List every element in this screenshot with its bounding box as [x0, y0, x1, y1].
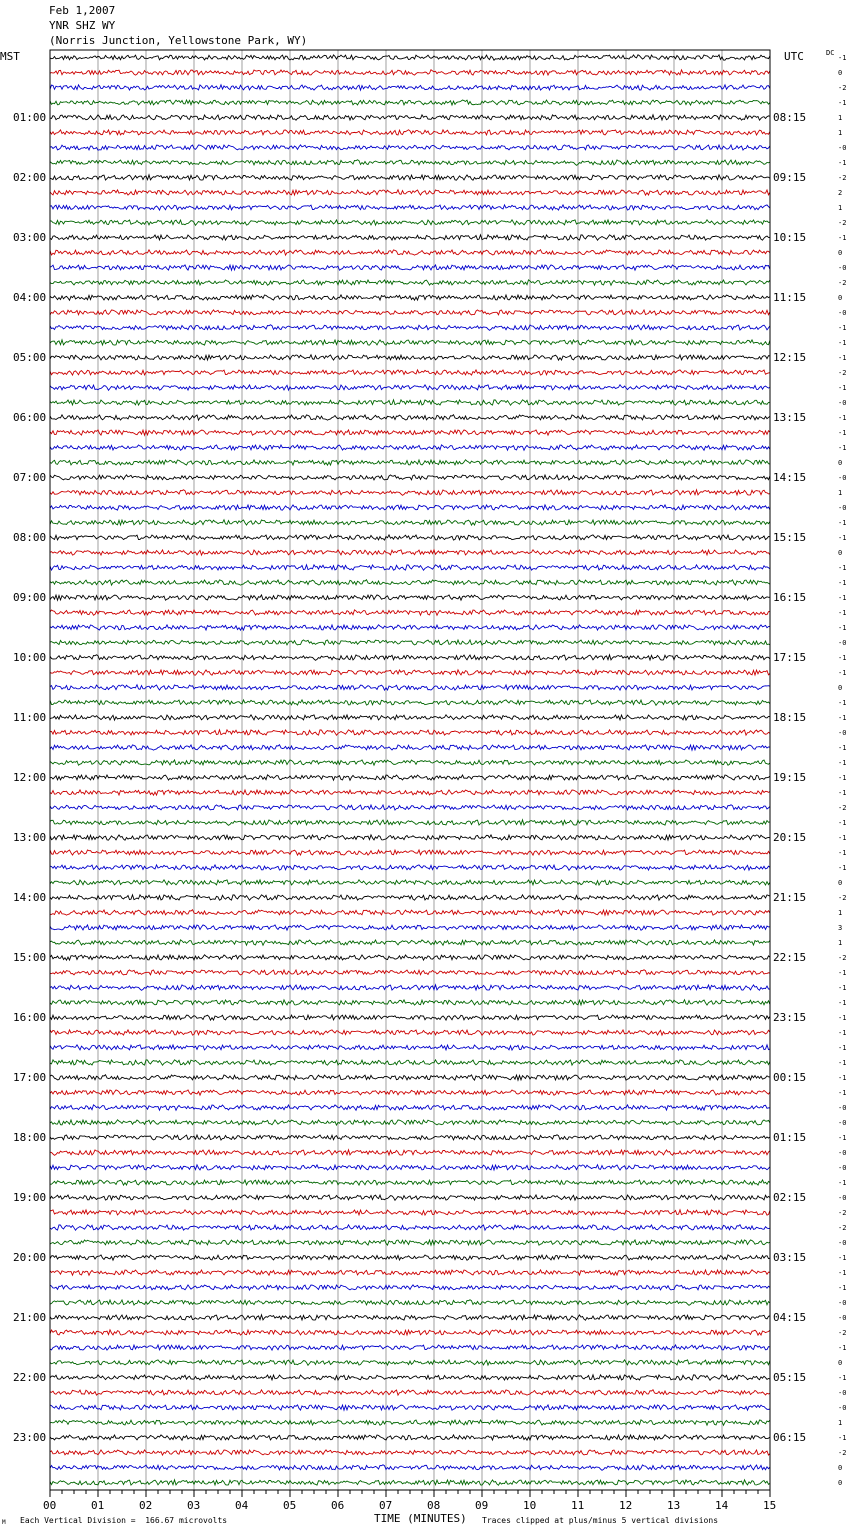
- left-timezone-label: MST: [0, 50, 20, 63]
- dc-offset-label: 1: [838, 1418, 843, 1427]
- trace-row-53: [50, 850, 770, 855]
- dc-offset-label: -1: [838, 98, 847, 107]
- mst-hour-label: 01:00: [13, 110, 47, 124]
- dc-offset-label: 1: [838, 128, 843, 137]
- mst-hour-label: 02:00: [13, 170, 47, 184]
- mst-hour-label: 20:00: [13, 1250, 47, 1264]
- dc-offset-label: -2: [838, 368, 847, 377]
- x-tick-label: 14: [715, 1499, 729, 1512]
- mst-hour-label: 03:00: [13, 230, 47, 244]
- dc-offset-label: -1: [838, 53, 847, 62]
- footer-mark: M: [2, 1519, 6, 1526]
- dc-offset-label: -1: [838, 533, 847, 542]
- x-tick-label: 08: [427, 1499, 441, 1512]
- trace-row-88: [50, 1375, 770, 1380]
- utc-hour-label: 04:15: [773, 1310, 807, 1324]
- trace-row-72: [50, 1135, 770, 1140]
- trace-row-70: [50, 1105, 770, 1110]
- trace-row-85: [50, 1330, 770, 1335]
- mst-hour-label: 19:00: [13, 1190, 47, 1204]
- utc-hour-label: 09:15: [773, 170, 807, 184]
- dc-offset-label: 0: [838, 248, 843, 257]
- trace-row-92: [50, 1435, 770, 1441]
- dc-offset-label: -1: [838, 443, 847, 452]
- dc-offset-label: -2: [838, 1223, 847, 1232]
- trace-row-43: [50, 700, 770, 705]
- trace-row-14: [50, 265, 770, 270]
- trace-row-75: [50, 1180, 770, 1185]
- dc-offset-label: -1: [838, 848, 847, 857]
- dc-offset-label: -1: [838, 563, 847, 572]
- dc-offset-label: -1: [838, 1013, 847, 1022]
- mst-hour-label: 13:00: [13, 830, 47, 844]
- dc-offset-label: -1: [838, 743, 847, 752]
- trace-row-65: [50, 1030, 770, 1035]
- dc-offset-label: -0: [838, 1103, 847, 1112]
- dc-offset-label: -1: [838, 1343, 847, 1352]
- x-tick-label: 07: [379, 1499, 393, 1512]
- x-tick-label: 13: [667, 1499, 681, 1512]
- trace-row-93: [50, 1450, 770, 1455]
- trace-row-38: [50, 625, 770, 630]
- trace-row-68: [50, 1075, 770, 1080]
- dc-offset-label: 0: [838, 293, 843, 302]
- utc-hour-label: 11:15: [773, 290, 807, 304]
- trace-row-82: [50, 1285, 770, 1290]
- mst-hour-label: 17:00: [13, 1070, 47, 1084]
- dc-offset-label: -2: [838, 173, 847, 182]
- trace-row-71: [50, 1120, 770, 1125]
- dc-offset-label: -0: [838, 1313, 847, 1322]
- dc-offset-label: 0: [838, 458, 843, 467]
- utc-hour-label: 17:15: [773, 650, 807, 664]
- trace-row-8: [50, 175, 770, 180]
- x-tick-label: 11: [571, 1499, 585, 1512]
- utc-hour-label: 00:15: [773, 1070, 807, 1084]
- dc-offset-label: -1: [838, 1088, 847, 1097]
- utc-hour-label: 14:15: [773, 470, 807, 484]
- trace-row-45: [50, 730, 770, 735]
- x-tick-label: 06: [331, 1499, 345, 1512]
- mst-hour-label: 22:00: [13, 1370, 47, 1384]
- trace-row-1: [50, 70, 770, 75]
- trace-row-87: [50, 1360, 770, 1365]
- trace-row-77: [50, 1210, 770, 1215]
- trace-row-46: [50, 745, 770, 750]
- dc-offset-label: -1: [838, 353, 847, 362]
- dc-offset-label: 0: [838, 68, 843, 77]
- trace-row-18: [50, 325, 770, 330]
- dc-offset-label: -1: [838, 1133, 847, 1142]
- trace-row-9: [50, 190, 770, 195]
- dc-offset-label: -1: [838, 1178, 847, 1187]
- mst-hour-label: 06:00: [13, 410, 47, 424]
- trace-row-86: [50, 1345, 770, 1350]
- trace-row-49: [50, 790, 770, 795]
- dc-offset-label: -0: [838, 1388, 847, 1397]
- mst-hour-label: 08:00: [13, 530, 47, 544]
- x-tick-label: 02: [139, 1499, 153, 1512]
- dc-offset-label: -0: [838, 1148, 847, 1157]
- trace-row-40: [50, 655, 770, 660]
- x-tick-label: 03: [187, 1499, 201, 1512]
- dc-offset-label: -1: [838, 593, 847, 602]
- dc-offset-label: -1: [838, 968, 847, 977]
- dc-offset-label: -0: [838, 263, 847, 272]
- dc-offset-label: 0: [838, 1463, 843, 1472]
- trace-row-94: [50, 1465, 770, 1470]
- utc-hour-label: 15:15: [773, 530, 807, 544]
- dc-offset-label: 1: [838, 908, 843, 917]
- utc-hour-label: 16:15: [773, 590, 807, 604]
- trace-row-39: [50, 640, 770, 645]
- trace-row-35: [50, 580, 770, 585]
- dc-offset-label: 1: [838, 203, 843, 212]
- trace-row-73: [50, 1150, 770, 1155]
- trace-row-30: [50, 505, 770, 510]
- dc-offset-label: -1: [838, 413, 847, 422]
- x-tick-label: 12: [619, 1499, 633, 1512]
- trace-row-64: [50, 1015, 770, 1020]
- trace-row-90: [50, 1405, 770, 1410]
- dc-offset-label: -2: [838, 1448, 847, 1457]
- dc-offset-label: -1: [838, 773, 847, 782]
- mst-hour-label: 15:00: [13, 950, 47, 964]
- dc-offset-label: -0: [838, 638, 847, 647]
- dc-offset-label: -1: [838, 653, 847, 662]
- mst-hour-label: 11:00: [13, 710, 47, 724]
- utc-hour-label: 18:15: [773, 710, 807, 724]
- trace-row-41: [50, 670, 770, 675]
- trace-row-89: [50, 1390, 770, 1395]
- trace-row-0: [50, 55, 770, 60]
- dc-offset-label: -1: [838, 578, 847, 587]
- utc-hour-label: 20:15: [773, 830, 807, 844]
- dc-offset-label: -1: [838, 758, 847, 767]
- trace-row-62: [50, 985, 770, 990]
- date-title: Feb 1,2007: [49, 4, 116, 17]
- mst-hour-label: 09:00: [13, 590, 47, 604]
- dc-offset-label: -1: [838, 158, 847, 167]
- trace-row-28: [50, 475, 770, 480]
- trace-row-7: [50, 160, 770, 165]
- trace-row-80: [50, 1255, 770, 1260]
- location-title: (Norris Junction, Yellowstone Park, WY): [49, 34, 308, 47]
- dc-offset-label: -1: [838, 833, 847, 842]
- dc-offset-label: -0: [838, 728, 847, 737]
- dc-offset-label: -0: [838, 308, 847, 317]
- dc-offset-label: -1: [838, 668, 847, 677]
- dc-offset-label: -0: [838, 1193, 847, 1202]
- utc-hour-label: 21:15: [773, 890, 807, 904]
- trace-row-25: [50, 430, 770, 435]
- dc-offset-label: 0: [838, 1358, 843, 1367]
- trace-row-47: [50, 760, 770, 765]
- dc-offset-label: -2: [838, 803, 847, 812]
- trace-row-69: [50, 1090, 770, 1095]
- dc-offset-label: 0: [838, 683, 843, 692]
- dc-offset-label: -1: [838, 818, 847, 827]
- trace-row-26: [50, 445, 770, 450]
- x-tick-label: 05: [283, 1499, 297, 1512]
- trace-row-5: [50, 130, 770, 135]
- dc-offset-label: -0: [838, 398, 847, 407]
- trace-row-16: [50, 295, 770, 301]
- mst-hour-label: 21:00: [13, 1310, 47, 1324]
- utc-hour-label: 13:15: [773, 410, 807, 424]
- trace-row-74: [50, 1165, 770, 1170]
- utc-hour-label: 08:15: [773, 110, 807, 124]
- trace-row-63: [50, 1000, 770, 1005]
- trace-row-36: [50, 595, 770, 600]
- utc-hour-label: 01:15: [773, 1130, 807, 1144]
- trace-row-21: [50, 370, 770, 375]
- dc-offset-label: 0: [838, 548, 843, 557]
- dc-offset-label: -0: [838, 143, 847, 152]
- trace-row-60: [50, 955, 770, 960]
- trace-row-34: [50, 565, 770, 570]
- mst-hour-label: 18:00: [13, 1130, 47, 1144]
- mst-hour-label: 12:00: [13, 770, 47, 784]
- dc-label: DC: [826, 49, 835, 57]
- trace-row-54: [50, 865, 770, 870]
- dc-offset-label: -1: [838, 713, 847, 722]
- utc-hour-label: 06:15: [773, 1430, 807, 1444]
- dc-offset-label: -1: [838, 518, 847, 527]
- trace-row-57: [50, 910, 770, 915]
- trace-row-2: [50, 85, 770, 90]
- trace-row-27: [50, 460, 770, 465]
- trace-row-81: [50, 1270, 770, 1276]
- trace-row-11: [50, 220, 770, 225]
- trace-row-66: [50, 1045, 770, 1050]
- dc-offset-label: -1: [838, 1433, 847, 1442]
- trace-row-31: [50, 520, 770, 525]
- trace-row-52: [50, 835, 770, 840]
- x-tick-label: 15: [763, 1499, 777, 1512]
- trace-row-51: [50, 820, 770, 825]
- dc-offset-label: -1: [838, 863, 847, 872]
- trace-row-24: [50, 415, 770, 420]
- dc-offset-label: -0: [838, 1163, 847, 1172]
- dc-offset-label: -0: [838, 1118, 847, 1127]
- x-axis-title: TIME (MINUTES): [374, 1512, 467, 1525]
- x-tick-label: 10: [523, 1499, 537, 1512]
- dc-offset-label: -0: [838, 473, 847, 482]
- mst-hour-label: 23:00: [13, 1430, 47, 1444]
- dc-offset-label: -2: [838, 278, 847, 287]
- dc-offset-label: -2: [838, 1328, 847, 1337]
- trace-row-91: [50, 1420, 770, 1425]
- dc-offset-label: -0: [838, 1238, 847, 1247]
- trace-row-29: [50, 490, 770, 495]
- utc-hour-label: 23:15: [773, 1010, 807, 1024]
- trace-row-42: [50, 685, 770, 690]
- trace-row-20: [50, 355, 770, 360]
- mst-hour-label: 10:00: [13, 650, 47, 664]
- dc-offset-label: -1: [838, 1043, 847, 1052]
- x-tick-label: 01: [91, 1499, 105, 1512]
- utc-hour-label: 12:15: [773, 350, 807, 364]
- trace-row-84: [50, 1315, 770, 1320]
- mst-hour-label: 04:00: [13, 290, 47, 304]
- trace-row-78: [50, 1225, 770, 1231]
- dc-offset-label: -1: [838, 698, 847, 707]
- mst-hour-label: 14:00: [13, 890, 47, 904]
- dc-offset-label: -1: [838, 383, 847, 392]
- trace-row-12: [50, 235, 770, 240]
- trace-row-6: [50, 145, 770, 150]
- trace-row-13: [50, 250, 770, 255]
- trace-row-3: [50, 100, 770, 105]
- clip-note: Traces clipped at plus/minus 5 vertical divisions: [482, 1516, 719, 1525]
- right-timezone-label: UTC: [784, 50, 804, 63]
- scale-note: Each Vertical Division = 166.67 microvolts: [20, 1516, 228, 1525]
- trace-row-23: [50, 400, 770, 405]
- trace-row-44: [50, 715, 770, 720]
- dc-offset-label: -1: [838, 998, 847, 1007]
- dc-offset-label: -1: [838, 983, 847, 992]
- mst-hour-label: 16:00: [13, 1010, 47, 1024]
- trace-row-56: [50, 895, 770, 900]
- trace-row-10: [50, 205, 770, 210]
- trace-row-17: [50, 310, 770, 315]
- trace-row-32: [50, 535, 770, 540]
- dc-offset-label: -2: [838, 953, 847, 962]
- x-tick-label: 04: [235, 1499, 249, 1512]
- dc-offset-label: -1: [838, 428, 847, 437]
- utc-hour-label: 22:15: [773, 950, 807, 964]
- trace-row-95: [50, 1480, 770, 1485]
- trace-row-76: [50, 1195, 770, 1200]
- utc-hour-label: 02:15: [773, 1190, 807, 1204]
- x-tick-label: 00: [43, 1499, 57, 1512]
- trace-row-37: [50, 610, 770, 615]
- dc-offset-label: -1: [838, 233, 847, 242]
- utc-hour-label: 19:15: [773, 770, 807, 784]
- dc-offset-label: -1: [838, 608, 847, 617]
- trace-row-19: [50, 340, 770, 345]
- trace-row-22: [50, 385, 770, 390]
- trace-row-61: [50, 970, 770, 975]
- dc-offset-label: -1: [838, 1268, 847, 1277]
- trace-row-79: [50, 1240, 770, 1245]
- dc-offset-label: -1: [838, 338, 847, 347]
- dc-offset-label: -2: [838, 83, 847, 92]
- dc-offset-label: -1: [838, 788, 847, 797]
- utc-hour-label: 03:15: [773, 1250, 807, 1264]
- dc-offset-label: -2: [838, 218, 847, 227]
- dc-offset-label: 0: [838, 1478, 843, 1487]
- dc-offset-label: -0: [838, 1403, 847, 1412]
- utc-hour-label: 05:15: [773, 1370, 807, 1384]
- dc-offset-label: 1: [838, 938, 843, 947]
- dc-offset-label: -1: [838, 1073, 847, 1082]
- dc-offset-label: -1: [838, 1028, 847, 1037]
- seismic-traces: [50, 55, 770, 1485]
- trace-row-33: [50, 550, 770, 555]
- dc-offset-label: 3: [838, 923, 843, 932]
- dc-offset-label: -1: [838, 1283, 847, 1292]
- mst-hour-label: 05:00: [13, 350, 47, 364]
- trace-row-15: [50, 280, 770, 285]
- dc-offset-label: -1: [838, 323, 847, 332]
- dc-offset-label: -1: [838, 1058, 847, 1067]
- trace-row-59: [50, 940, 770, 945]
- trace-row-4: [50, 115, 770, 120]
- dc-offset-label: -1: [838, 1373, 847, 1382]
- dc-offset-label: -1: [838, 1253, 847, 1262]
- trace-row-83: [50, 1300, 770, 1305]
- trace-row-48: [50, 775, 770, 780]
- dc-offset-label: -1: [838, 623, 847, 632]
- station-title: YNR SHZ WY: [49, 19, 116, 32]
- dc-offset-label: -0: [838, 503, 847, 512]
- dc-offset-label: 0: [838, 878, 843, 887]
- dc-offset-label: -2: [838, 893, 847, 902]
- dc-offset-label: -2: [838, 1208, 847, 1217]
- x-tick-label: 09: [475, 1499, 489, 1512]
- utc-hour-label: 10:15: [773, 230, 807, 244]
- dc-offset-label: -0: [838, 1298, 847, 1307]
- x-axis-ticks: [50, 1490, 770, 1497]
- mst-hour-label: 07:00: [13, 470, 47, 484]
- trace-row-50: [50, 805, 770, 810]
- trace-row-67: [50, 1060, 770, 1065]
- dc-offset-label: 2: [838, 188, 843, 197]
- dc-offset-label: 1: [838, 488, 843, 497]
- dc-offset-label: 1: [838, 113, 843, 122]
- trace-row-58: [50, 925, 770, 930]
- trace-row-55: [50, 880, 770, 885]
